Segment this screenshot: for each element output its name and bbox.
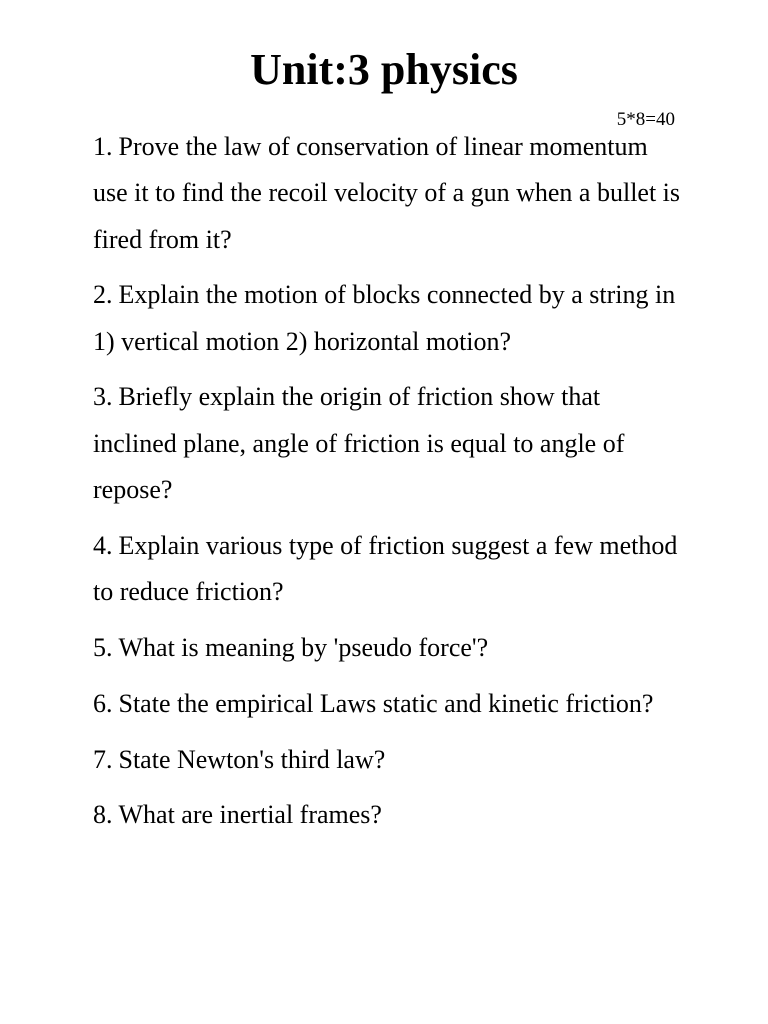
question-number: 8. bbox=[93, 800, 113, 830]
question-number: 6. bbox=[93, 688, 113, 718]
question-number: 5. bbox=[93, 632, 113, 662]
question-number: 3. bbox=[93, 382, 113, 412]
question-number: 2. bbox=[93, 280, 113, 310]
marks-label: 5*8=40 bbox=[616, 109, 675, 130]
question-text: Explain various type of friction suggest a few method to reduce friction? bbox=[93, 530, 678, 607]
question-item-3 bbox=[93, 374, 683, 513]
question-text: Briefly explain the origin of friction show that inclined plane, angle of friction is equal to angle of repose? bbox=[93, 382, 625, 505]
question-item-6 bbox=[93, 681, 683, 727]
question-item-1 bbox=[93, 124, 683, 263]
question-list bbox=[93, 124, 683, 848]
question-text: What are inertial frames? bbox=[118, 800, 382, 830]
question-number: 4. bbox=[93, 530, 113, 560]
question-text: State Newton's third law? bbox=[118, 744, 386, 774]
question-number: 1. bbox=[93, 132, 113, 161]
question-item-5 bbox=[93, 625, 683, 671]
question-item-4 bbox=[93, 523, 683, 616]
question-text: What is meaning by 'pseudo force'? bbox=[118, 632, 489, 662]
question-item-8 bbox=[93, 792, 683, 838]
question-item-2 bbox=[93, 272, 683, 365]
question-text: Explain the motion of blocks connected by a string in 1) vertical motion 2) horizontal motion? bbox=[93, 280, 676, 356]
page-title: Unit:3 physics bbox=[250, 45, 518, 94]
question-text: Prove the law of conservation of linear momentum use it to find the recoil velocity of a gun when a bullet is fired from it? bbox=[93, 132, 681, 254]
question-item-7 bbox=[93, 737, 683, 783]
question-text: State the empirical Laws static and kinetic friction? bbox=[118, 688, 654, 718]
question-number: 7. bbox=[93, 744, 113, 774]
